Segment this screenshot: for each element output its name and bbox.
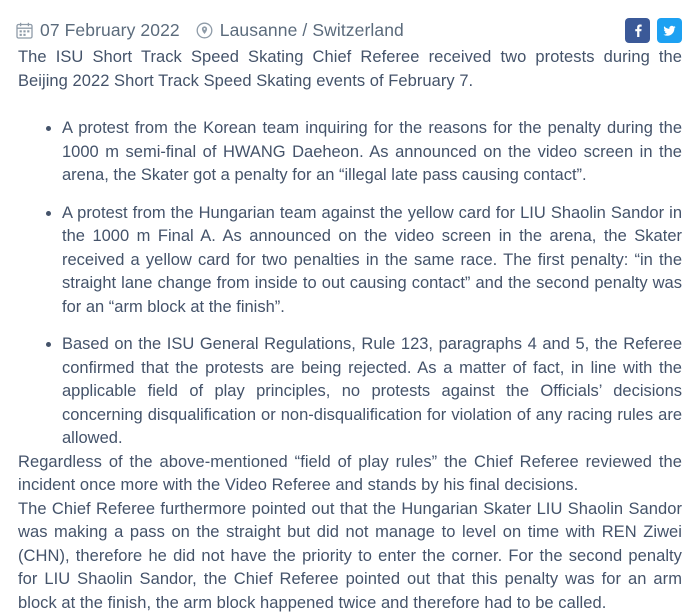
after-list-paragraph: Regardless of the above-mentioned “field of play rules” the Chief Referee reviewed the incident once more with the Video Referee and stands by his final decisions. <box>18 451 682 498</box>
publish-date <box>16 20 180 41</box>
publish-date-text: 07 February 2022 <box>40 20 180 41</box>
calendar-icon <box>16 22 33 39</box>
location-text: Lausanne / Switzerland <box>220 20 404 41</box>
twitter-icon <box>662 23 677 38</box>
twitter-share-button[interactable] <box>657 18 682 43</box>
location-pin-icon <box>196 22 213 39</box>
article-meta-bar <box>16 0 684 46</box>
list-item: A protest from the Hungarian team against the yellow card for LIU Shaolin Sandor in the 1000 m Final A. As announced on the video screen in the arena, the Skater received a yellow card for two penalties in the same race. The first penalty: “in the straight lane change from inside to out causing contact” and the second penalty was for an “arm block at the finish”. <box>52 202 682 320</box>
social-share-group <box>625 18 684 43</box>
protest-list <box>18 117 682 451</box>
facebook-share-button[interactable] <box>625 18 650 43</box>
list-item: Based on the ISU General Regulations, Rule 123, paragraphs 4 and 5, the Referee confirmed that the protests are being rejected. As a matter of fact, in line with the applicable field of play principles, no protests against the Officials’ decisions concerning disqualification or non-disqualification for violation of any racing rules are allowed. <box>52 333 682 451</box>
facebook-icon <box>630 23 645 38</box>
list-item: A protest from the Korean team inquiring for the reasons for the penalty during the 1000 m semi-final of HWANG Daeheon. As announced on the video screen in the arena, the Skater got a penalty for an “illegal late pass causing contact”. <box>52 117 682 188</box>
closing-paragraph: The Chief Referee furthermore pointed out that the Hungarian Skater LIU Shaolin Sandor was making a pass on the straight but did not manage to level on time with REN Ziwei (CHN), therefore he did not have the priority to enter the corner. For the second penalty for LIU Shaolin Sandor, the Chief Referee pointed out that this penalty was for an arm block at the finish, the arm block happened twice and therefore had to be called. <box>18 498 682 615</box>
location <box>196 20 404 41</box>
article-body <box>16 46 684 615</box>
intro-paragraph: The ISU Short Track Speed Skating Chief Referee received two protests during the Beijing 2022 Short Track Speed Skating events of February 7. <box>18 46 682 93</box>
